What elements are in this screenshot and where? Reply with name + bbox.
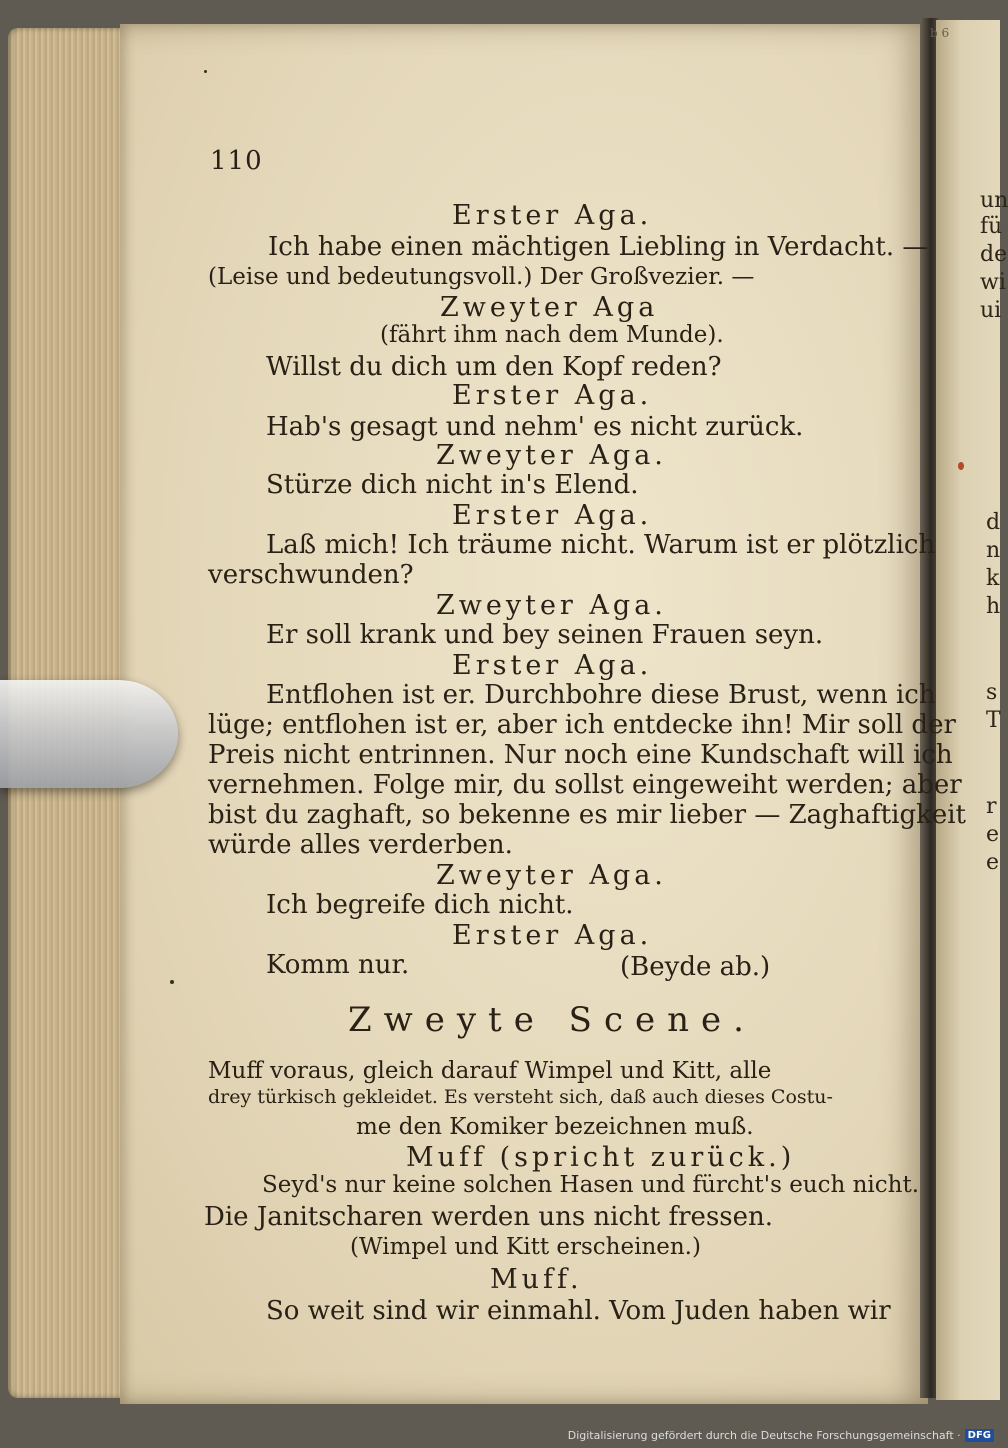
speaker-name: Erster Aga.: [452, 650, 653, 681]
speaker-name: Erster Aga.: [452, 920, 653, 951]
dialogue-line: bist du zaghaft, so bekenne es mir lieber — Zaghaftigkeit: [208, 800, 966, 830]
dialogue-line: würde alles verderben.: [208, 830, 513, 860]
speaker-name: Erster Aga.: [452, 500, 653, 531]
page-number: 110: [210, 146, 263, 176]
right-fragment: n: [986, 538, 1001, 563]
speaker-name: Erster Aga.: [452, 380, 653, 411]
right-fragment: ui: [980, 298, 1002, 323]
dialogue-line: So weit sind wir einmahl. Vom Juden haben wir: [266, 1296, 891, 1326]
right-fragment: T: [986, 708, 1001, 733]
stage-direction: (Leise und bedeutungsvoll.) Der Großvezier. —: [208, 264, 755, 290]
paper-speck: [204, 70, 207, 73]
speaker-name: Erster Aga.: [452, 200, 653, 231]
right-fragment: k: [986, 566, 1000, 591]
dialogue-line: verschwunden?: [208, 560, 414, 590]
stage-direction: drey türkisch gekleidet. Es versteht sich, daß auch dieses Costu-: [208, 1086, 833, 1108]
dialogue-line: Ich begreife dich nicht.: [266, 890, 574, 920]
speaker-name: Muff (spricht zurück.): [406, 1142, 796, 1173]
dialogue-line: Hab's gesagt und nehm' es nicht zurück.: [266, 412, 804, 442]
dialogue-line: Entflohen ist er. Durchbohre diese Brust, wenn ich: [266, 680, 936, 710]
dialogue-line: Laß mich! Ich träume nicht. Warum ist er plötzlich: [266, 530, 936, 560]
dialogue-line: vernehmen. Folge mir, du sollst eingeweiht werden; aber: [208, 770, 962, 800]
stage-direction: me den Komiker bezeichnen muß.: [356, 1114, 754, 1140]
dfg-logo: DFG: [965, 1429, 994, 1442]
stage-direction: (Wimpel und Kitt erscheinen.): [350, 1234, 701, 1260]
dialogue-line: Komm nur.: [266, 950, 410, 980]
dialogue-line: Seyd's nur keine solchen Hasen und fürcht's euch nicht.: [262, 1172, 920, 1198]
right-fragment: un: [980, 188, 1008, 213]
right-fragment: r: [986, 794, 997, 819]
right-top-marks: b 6: [930, 26, 950, 40]
paper-stain: [958, 462, 964, 470]
dialogue-line: Willst du dich um den Kopf reden?: [266, 352, 722, 382]
scene-heading: Zweyte Scene.: [348, 1000, 756, 1040]
dialogue-line: Die Janitscharen werden uns nicht fressen.: [204, 1202, 774, 1232]
speaker-name: Zweyter Aga: [440, 292, 659, 323]
stage-direction: Muff voraus, gleich darauf Wimpel und Kitt, alle: [208, 1058, 772, 1084]
dialogue-line: Stürze dich nicht in's Elend.: [266, 470, 639, 500]
right-fragment: e: [986, 822, 1000, 847]
dialogue-line: Preis nicht entrinnen. Nur noch eine Kundschaft will ich: [208, 740, 953, 770]
speaker-name: Zweyter Aga.: [436, 860, 667, 891]
right-fragment: wi: [980, 270, 1006, 295]
speaker-name: Muff.: [490, 1264, 583, 1295]
right-fragment: fü: [980, 214, 1003, 239]
right-fragment: de: [980, 242, 1008, 267]
scanner-finger-clip: [0, 680, 178, 788]
right-fragment: h: [986, 594, 1001, 619]
footer-credit: [568, 1429, 994, 1442]
stage-direction: (Beyde ab.): [620, 952, 771, 982]
speaker-name: Zweyter Aga.: [436, 590, 667, 621]
right-fragment: e: [986, 850, 1000, 875]
right-fragment: s: [986, 680, 998, 705]
paper-speck: [170, 980, 174, 984]
speaker-name: Zweyter Aga.: [436, 440, 667, 471]
dialogue-line: Ich habe einen mächtigen Liebling in Verdacht. —: [268, 232, 929, 262]
right-fragment: d: [986, 510, 1001, 535]
footer-text: Digitalisierung gefördert durch die Deutsche Forschungsgemeinschaft ·: [567, 1429, 961, 1442]
stage-direction: (fährt ihm nach dem Munde).: [380, 322, 724, 348]
dialogue-line: lüge; entflohen ist er, aber ich entdecke ihn! Mir soll der: [208, 710, 956, 740]
dialogue-line: Er soll krank und bey seinen Frauen seyn.: [266, 620, 824, 650]
